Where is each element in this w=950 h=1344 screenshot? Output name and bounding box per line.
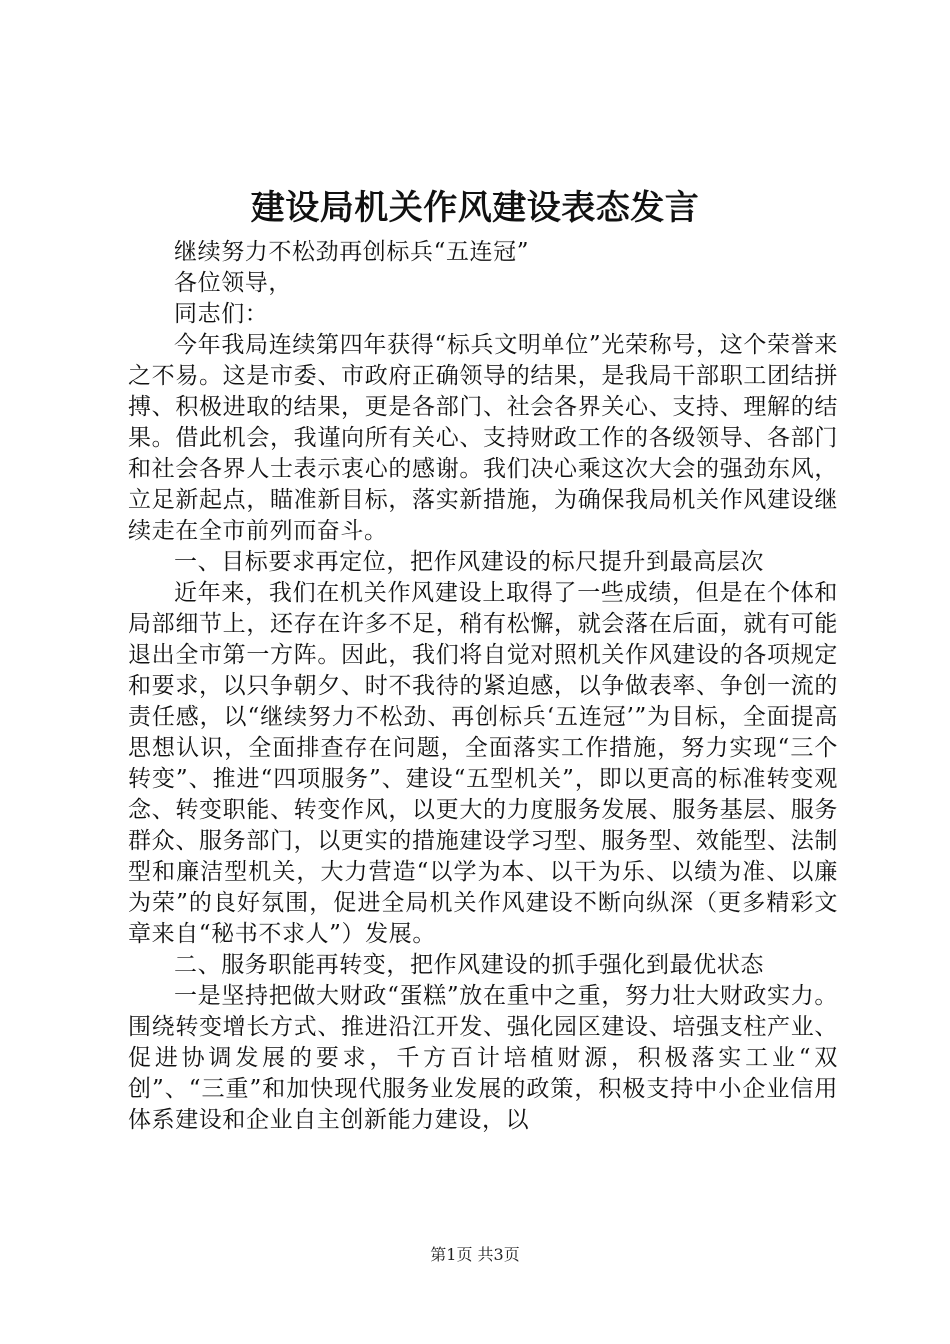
body-paragraph: 一是坚持把做大财政“蛋糕”放在重中之重，努力壮大财政实力。围绕转变增长方式、推进沿江开发、强化园区建设、培强支柱产业、促进协调发展的要求，千方百计培植财源，积极落实工业“双创”、“三重”和加快现代服务业发展的政策，积极支持中小企业信用体系建设和企业自主创新能力建设，以 bbox=[128, 983, 838, 1133]
document-body bbox=[128, 237, 838, 1136]
subtitle-paragraph: 继续努力不松劲再创标兵“五连冠” bbox=[174, 239, 530, 265]
salutation-comrades: 同志们： bbox=[174, 301, 269, 327]
page-number-footer: 第1页 共3页 bbox=[430, 1245, 520, 1264]
body-paragraph: 今年我局连续第四年获得“标兵文明单位”光荣称号，这个荣誉来之不易。这是市委、市政府正确领导的结果，是我局干部职工团结拼搏、积极进取的结果，更是各部门、社会各界关心、支持、理解的结果。借此机会，我谨向所有关心、支持财政工作的各级领导、各部门和社会各界人士表示衷心的感谢。我们决心乘这次大会的强劲东风，立足新起点，瞄准新目标，落实新措施，为确保我局机关作风建设继续走在全市前列而奋斗。 bbox=[128, 332, 838, 544]
document-title: 建设局机关作风建设表态发言 bbox=[250, 188, 700, 228]
section-heading-1: 一、目标要求再定位，把作风建设的标尺提升到最高层次 bbox=[174, 549, 764, 575]
section-heading-2: 二、服务职能再转变，把作风建设的抓手强化到最优状态 bbox=[174, 952, 764, 978]
body-paragraph: 近年来，我们在机关作风建设上取得了一些成绩，但是在个体和局部细节上，还存在许多不足，稍有松懈，就会落在后面，就有可能退出全市第一方阵。因此，我们将自觉对照机关作风建设的各项规定和要求，以只争朝夕、时不我待的紧迫感，以争做表率、争创一流的责任感，以“继续努力不松劲、再创标兵‘五连冠’”为目标，全面提高思想认识，全面排查存在问题，全面落实工作措施，努力实现“三个转变”、推进“四项服务”、建设“五型机关”，即以更高的标准转变观念、转变职能、转变作风，以更大的力度服务发展、服务基层、服务群众、服务部门，以更实的措施建设学习型、服务型、效能型、法制型和廉洁型机关，大力营造“以学为本、以干为乐、以绩为准、以廉为荣”的良好氛围，促进全局机关作风建设不断向纵深（更多精彩文章来自“秘书不求人”）发展。 bbox=[128, 580, 838, 947]
salutation-leaders: 各位领导， bbox=[174, 270, 292, 296]
